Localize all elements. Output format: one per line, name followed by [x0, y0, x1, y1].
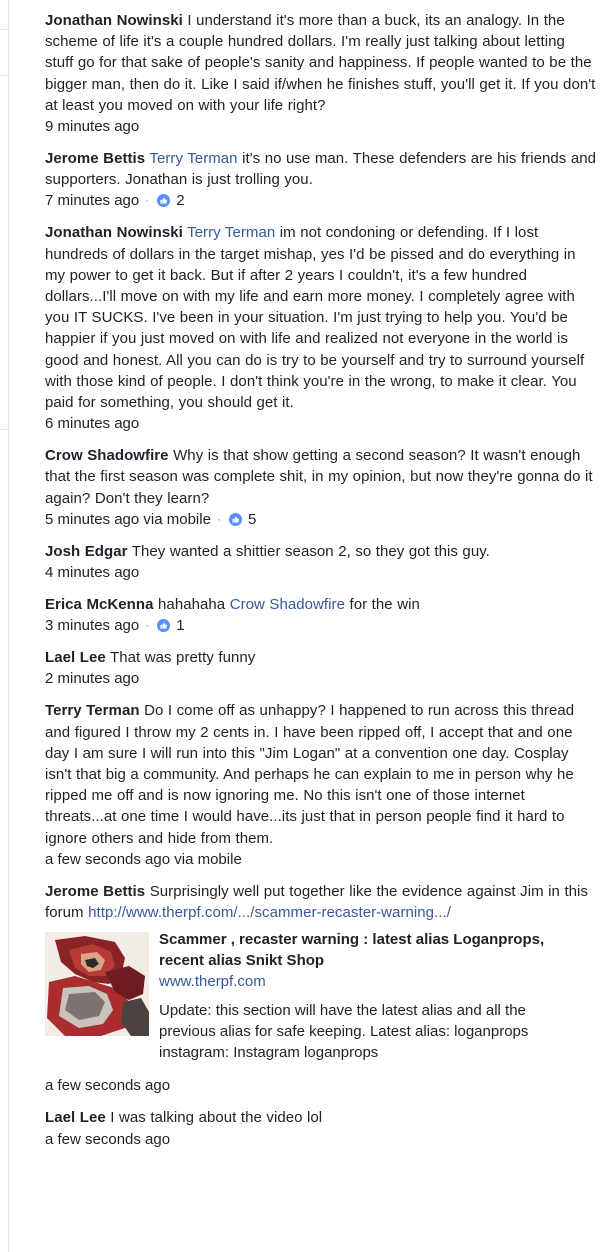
- comment-body: [45, 594, 597, 615]
- comment-timestamp[interactable]: 4 minutes ago: [45, 564, 140, 582]
- comment-text: They wanted a shittier season 2, so they got this guy.: [131, 542, 490, 560]
- comment: [45, 148, 597, 211]
- comment: [45, 700, 597, 869]
- like-count-value: 1: [176, 617, 185, 635]
- link-preview-card[interactable]: [45, 929, 597, 1063]
- comment-text: Surprisingly well put together like the evidence against Jim in this forum: [45, 882, 588, 922]
- comment-author[interactable]: Erica McKenna: [45, 596, 154, 614]
- comment-body: [45, 1107, 597, 1128]
- comment-body: [45, 647, 597, 668]
- comment-author[interactable]: Jonathan Nowinski: [45, 12, 183, 29]
- comment: [45, 445, 597, 530]
- link-preview-text: [159, 929, 559, 1063]
- like-count[interactable]: [229, 509, 256, 530]
- thumbs-up-icon: [157, 194, 170, 207]
- comment-timestamp[interactable]: 9 minutes ago: [45, 118, 140, 136]
- comment-meta: [45, 668, 597, 689]
- link-preview-description: Update: this section will have the latest alias and all the previous alias for safe keeping. Latest alias: loganprops instagram: Instagram loganprops: [159, 1002, 529, 1062]
- comment-link[interactable]: http://www.therpf.com/.../scammer-recaster-warning.../: [88, 904, 451, 922]
- comment-meta: [45, 413, 597, 434]
- comment-meta: [45, 562, 597, 583]
- comment-body: [45, 222, 597, 413]
- link-preview-title[interactable]: Scammer , recaster warning : latest alias Loganprops, recent alias Snikt Shop: [159, 931, 545, 970]
- comment-author[interactable]: Lael Lee: [45, 1109, 106, 1127]
- comment-meta: [45, 1129, 597, 1150]
- comment: [45, 10, 597, 137]
- comment-text: I was talking about the video lol: [110, 1109, 323, 1127]
- comment-text: for the win: [349, 596, 420, 614]
- comment-body: [45, 148, 597, 190]
- thumbs-up-icon: [157, 619, 170, 632]
- comment-author[interactable]: Terry Terman: [45, 702, 140, 720]
- comment-author[interactable]: Josh Edgar: [45, 542, 128, 560]
- link-preview-thumbnail[interactable]: [45, 932, 149, 1036]
- comment: [45, 222, 597, 434]
- left-divider: [8, 0, 9, 1252]
- comment-list: [45, 10, 597, 1161]
- comment-meta: [45, 1075, 597, 1096]
- comment-timestamp[interactable]: a few seconds ago: [45, 1130, 171, 1148]
- left-divider-tick: [0, 29, 9, 30]
- like-count[interactable]: [157, 190, 184, 211]
- comment-text: I understand it's more than a buck, its an analogy. In the scheme of life it's a couple hundred dollars. I'm really just talking about letting stuff go for that sake of people's sanity and happiness. If people wanted to be the bigger man, then do it. Like I said if/when he finishes stuff, you'll get it. If you don't at least you moved on with your life right?: [45, 12, 596, 114]
- comment: [45, 647, 597, 689]
- comment: [45, 541, 597, 583]
- comment-timestamp[interactable]: 6 minutes ago: [45, 415, 140, 433]
- comment: [45, 1107, 597, 1149]
- comment-meta: [45, 849, 597, 870]
- comment-author[interactable]: Jonathan Nowinski: [45, 224, 183, 242]
- comment-text: it's no use man. These defenders are his friends and supporters. Jonathan is just trolling you.: [45, 150, 597, 189]
- comment-meta: [45, 615, 597, 636]
- link-preview-domain: www.therpf.com: [159, 973, 266, 991]
- meta-separator: ·: [216, 511, 221, 526]
- like-count-value: 2: [176, 192, 185, 210]
- comment-timestamp[interactable]: 5 minutes ago via mobile: [45, 510, 211, 528]
- comment-text: Do I come off as unhappy? I happened to run across this thread and figured I throw my 2 cents in. I have been ripped off, I accept that and one day I am sure I will run into this "Jim Logan" at a convention one day. Cosplay isn't that big a community. And perhaps he can explain to me in person why he ripped me off and is now ignoring me. No this isn't one of those internet threats...at one time I would have...its just that in person people find it hard to ignore others and hide from them.: [45, 702, 575, 847]
- comment-timestamp[interactable]: 2 minutes ago: [45, 670, 140, 688]
- meta-separator: ·: [145, 193, 150, 208]
- comment-body: [45, 541, 597, 562]
- comment-text: hahahaha: [158, 596, 226, 614]
- left-divider-tick: [0, 75, 9, 76]
- left-divider-tick: [0, 429, 9, 430]
- comment-body: [45, 10, 597, 116]
- comment-author[interactable]: Jerome Bettis: [45, 150, 146, 168]
- comment-timestamp[interactable]: a few seconds ago via mobile: [45, 850, 242, 868]
- comment-text: Why is that show getting a second season? It wasn't enough that the first season was complete shit, in my opinion, but now they're gonna do it again? Don't they learn?: [45, 447, 593, 507]
- comment-body: [45, 881, 597, 923]
- comment-author[interactable]: Jerome Bettis: [45, 882, 146, 900]
- thumbs-up-icon: [229, 513, 242, 526]
- comment-mention[interactable]: Crow Shadowfire: [229, 596, 345, 614]
- like-count-value: 5: [247, 510, 257, 528]
- comment-text: That was pretty funny: [109, 649, 256, 667]
- comment-meta: [45, 509, 597, 530]
- preview-image-icon: [45, 932, 149, 1036]
- comment-body: [45, 700, 597, 848]
- comment-body: [45, 445, 597, 509]
- comment-text: im not condoning or defending. If I lost hundreds of dollars in the target mishap, yes I'd be pissed and do everything in my power to get it back. But if after 2 years I couldn't, it's a few hundred dollars...I'll move on with my life and earn more money. I completely agree with you IT SUCKS. I've been in your situation. I'm just trying to help you. You'd be happier if you just moved on with life and realized not everyone in the world is good and honest. All you can do is try to be yourself and try to surround yourself with those kind of people. I don't think you're in the wrong, to make it clear. You paid for something, you should get it.: [45, 224, 585, 412]
- comment-timestamp[interactable]: a few seconds ago: [45, 1077, 171, 1095]
- comment-mention[interactable]: Terry Terman: [149, 150, 238, 168]
- meta-separator: ·: [145, 618, 150, 633]
- comment-mention[interactable]: Terry Terman: [187, 224, 276, 242]
- comment-timestamp[interactable]: 7 minutes ago: [45, 192, 140, 210]
- like-count[interactable]: [157, 615, 184, 636]
- comment-meta: [45, 190, 597, 211]
- comment-timestamp[interactable]: 3 minutes ago: [45, 617, 140, 635]
- comment: [45, 594, 597, 636]
- comment: [45, 881, 597, 1096]
- comment-meta: [45, 116, 597, 137]
- comment-author[interactable]: Lael Lee: [45, 649, 106, 667]
- comment-author[interactable]: Crow Shadowfire: [45, 447, 169, 465]
